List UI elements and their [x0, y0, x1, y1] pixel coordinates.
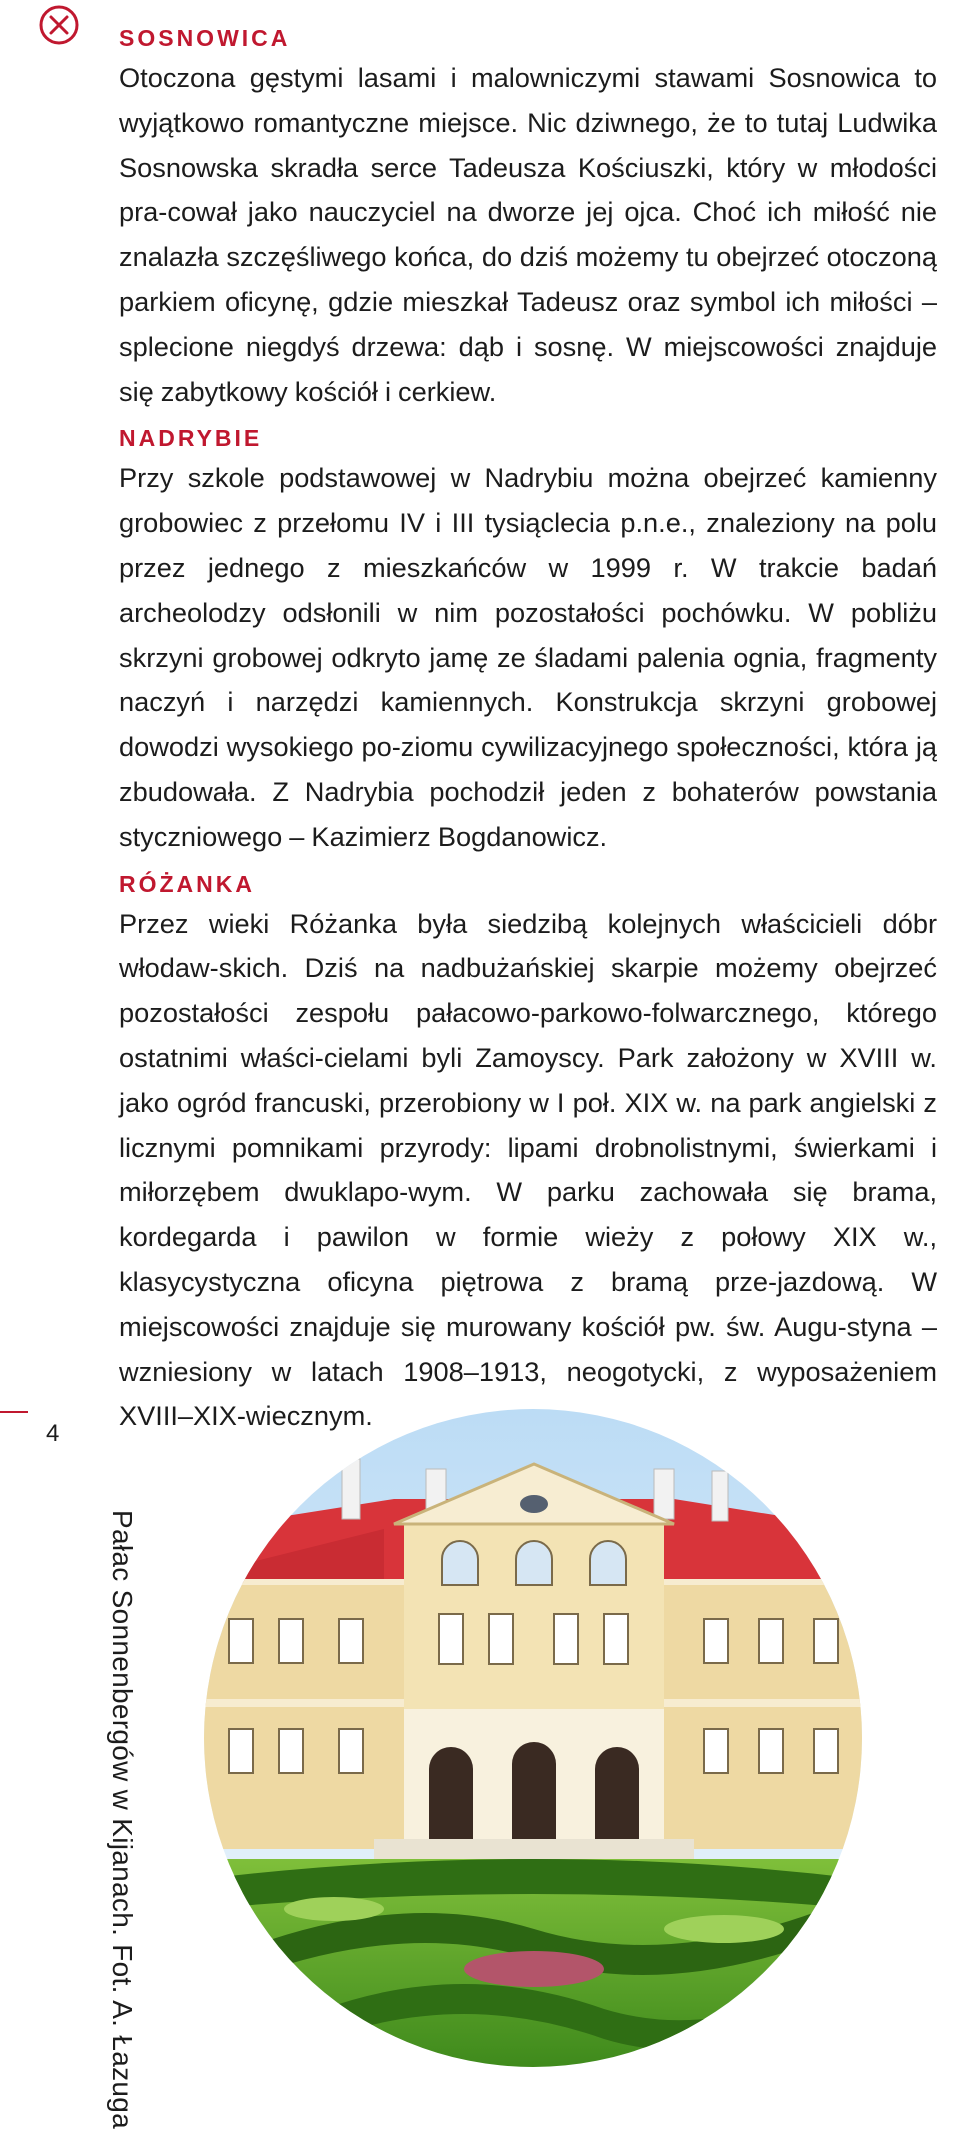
- palace-photo: [204, 1409, 862, 2067]
- section-body-sosnowica: Otoczona gęstymi lasami i malowniczymi stawami Sosnowica to wyjątkowo romantyczne miejsce. Nic dziwnego, że to tutaj Ludwika Sosnowska skradła serce Tadeusza Kościuszki, który w młodości pra-cował jako nauczyciel na dworze jej ojca. Choć ich miłość nie znalazła szczęśliwego końca, do dziś możemy tu obejrzeć otoczoną parkiem oficynę, gdzie mieszkał Tadeusz oraz symbol ich miłości – splecione niegdyś drzewa: dąb i sosnę. W miejscowości znajduje się zabytkowy kościół i cerkiew.: [119, 62, 937, 407]
- article-content: [119, 22, 937, 1447]
- page-number-rule: [0, 1411, 28, 1413]
- section-body-rozanka: Przez wieki Różanka była siedzibą kolejnych właścicieli dóbr włodaw-skich. Dziś na nadbużańskiej skarpie możemy obejrzeć pozostałości zespołu pałacowo-parkowo-folwarcznego, którego ostatnimi właści-cielami byli Zamoyscy. Park założony w XVIII w. jako ogród francuski, przerobiony w I poł. XIX w. na park angielski z licznymi pomnikami przyrody: lipami drobnolistnymi, świerkami i miłorzębem dwuklapo-wym. W parku zachowała się brama, kordegarda i pawilon w formie wieży z połowy XIX w., klasycystyczna oficyna piętrowa z bramą prze-jazdową. W miejscowości znajduje się murowany kościół pw. św. Augu-styna – wzniesiony w latach 1908–1913, neogotycki, z wyposażeniem XVIII–XIX-wiecznym.: [119, 907, 937, 1432]
- section-body-nadrybie: Przy szkole podstawowej w Nadrybiu można obejrzeć kamienny grobowiec z przełomu IV i III tysiąclecia p.n.e., znaleziony na polu przez jednego z mieszkańców w 1999 r. W trakcie badań archeolodzy odsłonili w nim pozostałości pochówku. W pobliżu skrzyni grobowej odkryto jamę ze śladami palenia ognia, fragmenty naczyń i narzędzi kamiennych. Konstrukcja skrzyni grobowej dowodzi wysokiego po-ziomu cywilizacyjnego społeczności, która ją zbudowała. Z Nadrybia pochodził jeden z bohaterów powstania styczniowego – Kazimierz Bogdanowicz.: [119, 462, 937, 852]
- photo-caption: Pałac Sonnenbergów w Kijanach. Fot. A. Łazuga: [107, 1510, 138, 2129]
- section-title-nadrybie: NADRYBIE: [119, 425, 263, 452]
- page-number: 4: [46, 1420, 60, 1447]
- section-title-sosnowica: SOSNOWICA: [119, 25, 291, 51]
- section-title-rozanka: RÓŻANKA: [119, 870, 255, 897]
- cross-circle-icon: [38, 4, 80, 46]
